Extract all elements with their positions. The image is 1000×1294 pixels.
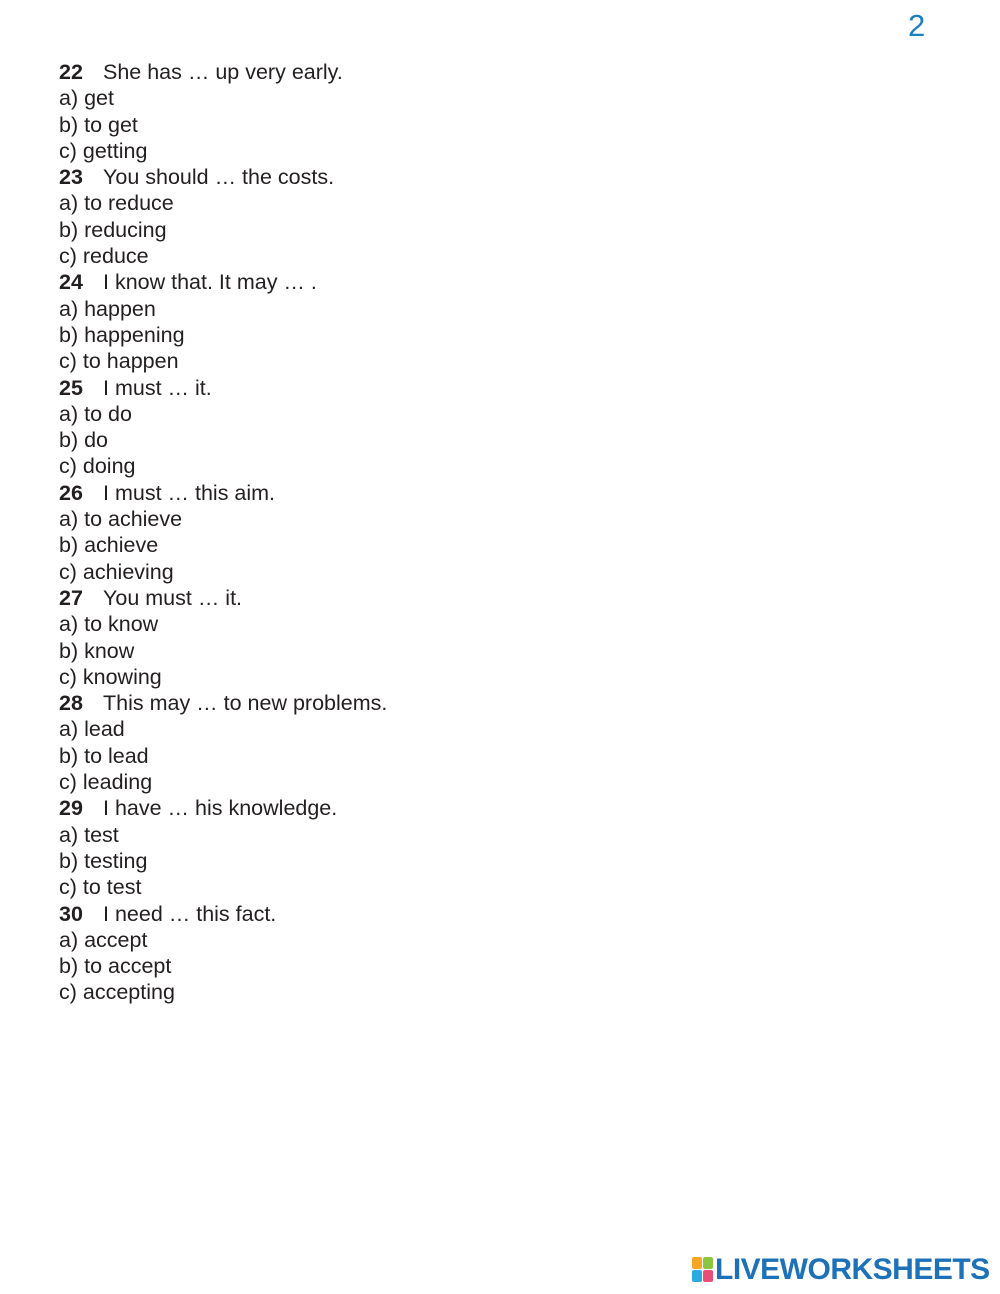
logo-text: LIVEWORKSHEETS xyxy=(715,1253,990,1286)
question-prompt xyxy=(59,375,759,401)
question-22 xyxy=(59,59,759,164)
answer-option[interactable]: c) to test xyxy=(59,875,142,900)
question-prompt xyxy=(59,901,759,927)
question-text: This may … to new problems. xyxy=(103,691,388,716)
answer-option[interactable]: b) to accept xyxy=(59,954,172,979)
question-30 xyxy=(59,901,759,1006)
liveworksheets-logo[interactable] xyxy=(692,1254,990,1286)
question-prompt xyxy=(59,480,759,506)
question-number: 27 xyxy=(59,585,83,610)
answer-option[interactable]: c) doing xyxy=(59,454,136,479)
answer-option[interactable]: c) getting xyxy=(59,138,148,163)
answer-option[interactable]: c) accepting xyxy=(59,980,175,1005)
question-text: You should … the costs. xyxy=(103,165,335,190)
answer-option[interactable]: b) to get xyxy=(59,112,138,137)
answer-option[interactable]: a) to know xyxy=(59,612,159,637)
question-27 xyxy=(59,585,759,690)
question-prompt xyxy=(59,164,759,190)
answer-option[interactable]: c) to happen xyxy=(59,349,179,374)
question-number: 28 xyxy=(59,691,83,716)
question-number: 22 xyxy=(59,60,83,84)
answer-option[interactable]: b) do xyxy=(59,428,109,453)
answer-option[interactable]: c) leading xyxy=(59,770,153,795)
answer-option[interactable]: b) testing xyxy=(59,848,148,873)
answer-option[interactable]: c) knowing xyxy=(59,664,162,689)
question-text: You must … it. xyxy=(103,585,243,610)
question-23 xyxy=(59,164,759,269)
question-29 xyxy=(59,795,759,900)
question-prompt xyxy=(59,795,759,821)
question-number: 23 xyxy=(59,165,83,190)
answer-option[interactable]: b) to lead xyxy=(59,743,149,768)
answer-option[interactable]: a) test xyxy=(59,822,119,847)
question-28 xyxy=(59,690,759,795)
answer-option[interactable]: a) to achieve xyxy=(59,507,183,532)
question-text: I know that. It may … . xyxy=(103,270,317,295)
answer-option[interactable]: a) to reduce xyxy=(59,191,174,216)
question-25 xyxy=(59,375,759,480)
question-text: I need … this fact. xyxy=(103,901,277,926)
answer-option[interactable]: c) reduce xyxy=(59,244,149,269)
question-number: 25 xyxy=(59,375,83,400)
answer-option[interactable]: a) to do xyxy=(59,401,132,426)
question-number: 26 xyxy=(59,480,83,505)
answer-option[interactable]: c) achieving xyxy=(59,559,174,584)
answer-option[interactable]: b) know xyxy=(59,638,135,663)
question-prompt xyxy=(59,690,759,716)
question-prompt xyxy=(59,269,759,295)
liveworksheets-logo-icon xyxy=(692,1257,713,1283)
answer-option[interactable]: a) get xyxy=(59,86,114,111)
answer-option[interactable]: b) reducing xyxy=(59,217,167,242)
question-number: 30 xyxy=(59,901,83,926)
answer-option[interactable]: a) lead xyxy=(59,717,125,742)
question-24 xyxy=(59,269,759,374)
question-list xyxy=(59,59,759,1006)
question-prompt xyxy=(59,585,759,611)
answer-option[interactable]: b) happening xyxy=(59,322,185,347)
answer-option[interactable]: b) achieve xyxy=(59,533,159,558)
question-26 xyxy=(59,480,759,585)
question-number: 24 xyxy=(59,270,83,295)
answer-option[interactable]: a) accept xyxy=(59,927,148,952)
page-number: 2 xyxy=(908,8,926,43)
question-text: I must … it. xyxy=(103,375,212,400)
question-prompt xyxy=(59,59,759,85)
answer-option[interactable]: a) happen xyxy=(59,296,156,321)
question-number: 29 xyxy=(59,796,83,821)
question-text: I have … his knowledge. xyxy=(103,796,338,821)
question-text: I must … this aim. xyxy=(103,480,276,505)
question-text: She has … up very early. xyxy=(103,60,343,84)
